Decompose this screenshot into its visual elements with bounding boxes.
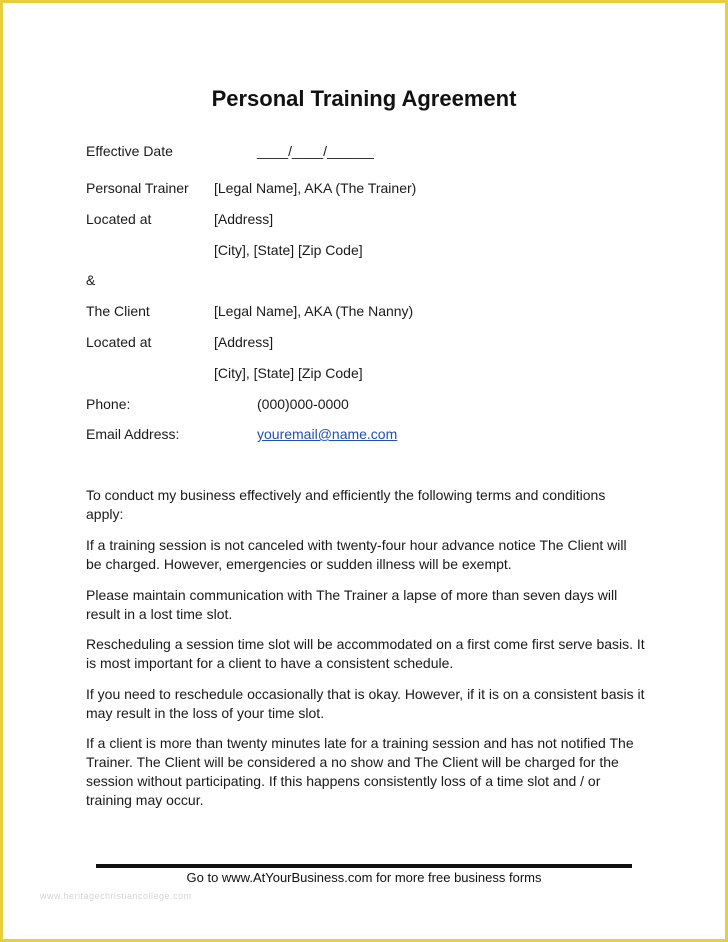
client-label: The Client	[86, 303, 150, 319]
effective-date-label: Effective Date	[86, 143, 173, 159]
trainer-name-field[interactable]: [Legal Name], AKA (The Trainer)	[214, 180, 417, 196]
footer-text: Go to www.AtYourBusiness.com for more free business forms	[186, 870, 542, 885]
communication-paragraph: Please maintain communication with The Trainer a lapse of more than seven days will result in a lost time slot.	[86, 587, 618, 622]
cancellation-paragraph: If a training session is not canceled with twenty-four hour advance notice The Client will be charged. However, emergencies or sudden illness will be exempt.	[86, 537, 627, 572]
trainer-label: Personal Trainer	[86, 180, 189, 196]
footer-divider	[96, 864, 632, 868]
email-label: Email Address:	[86, 426, 180, 442]
document-title: Personal Training Agreement	[211, 86, 517, 111]
late-policy-paragraph: If a client is more than twenty minutes late for a training session and has not notified The Trainer. The Client will be considered a no show and The Client will be charged for the session without participating. If this happens consistently loss of a time slot and / or training may occur.	[86, 735, 634, 808]
client-name-field[interactable]: [Legal Name], AKA (The Nanny)	[214, 303, 414, 319]
client-address-field[interactable]: [Address]	[214, 334, 274, 350]
ampersand: &	[86, 272, 96, 288]
trainer-located-label: Located at	[86, 211, 152, 227]
rescheduling-paragraph: Rescheduling a session time slot will be accommodated on a first come first serve basis. It is most important for a client to have a consistent schedule.	[86, 636, 645, 671]
terms-intro-paragraph: To conduct my business effectively and efficiently the following terms and conditions apply:	[86, 487, 606, 522]
watermark-text: www.heritagechristiancollege.com	[40, 891, 192, 901]
phone-label: Phone:	[86, 396, 131, 412]
client-city-state-zip-field[interactable]: [City], [State] [Zip Code]	[214, 365, 363, 381]
effective-date-field[interactable]: ____/____/______	[257, 143, 374, 159]
phone-field[interactable]: (000)000-0000	[257, 396, 349, 412]
trainer-city-state-zip-field[interactable]: [City], [State] [Zip Code]	[214, 242, 363, 258]
client-located-label: Located at	[86, 334, 152, 350]
trainer-address-field[interactable]: [Address]	[214, 211, 274, 227]
occasional-reschedule-paragraph: If you need to reschedule occasionally that is okay. However, if it is on a consistent basis it may result in the loss of your time slot.	[86, 686, 645, 721]
email-link[interactable]: youremail@name.com	[257, 426, 398, 442]
